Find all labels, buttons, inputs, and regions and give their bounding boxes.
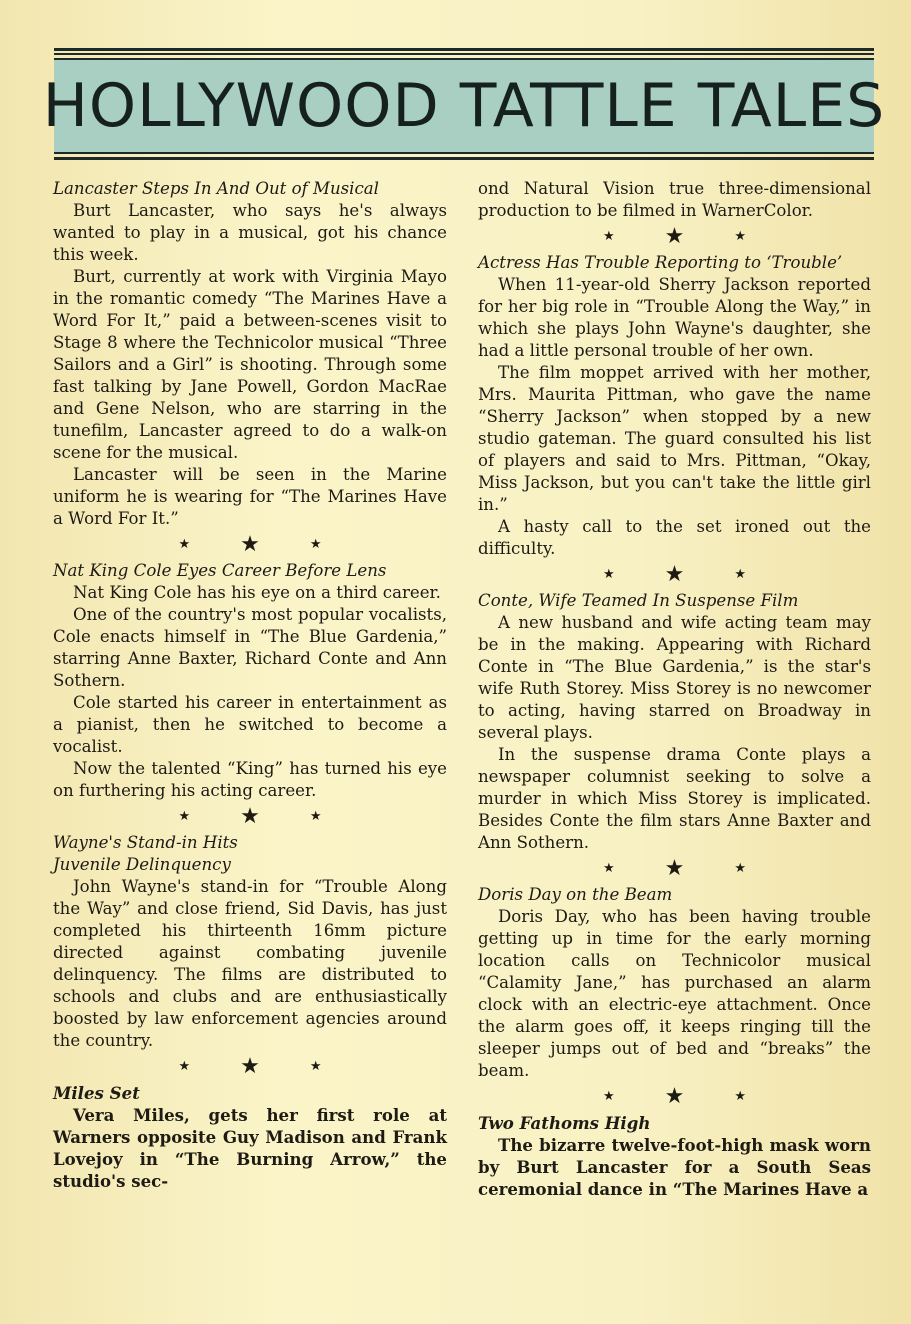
star-icon: ★ <box>602 861 615 876</box>
star-icon: ★ <box>602 567 615 582</box>
top-rule <box>54 48 874 51</box>
star-icon: ★ <box>734 567 747 582</box>
article-paragraph: Vera Miles, gets her first role at Warners opposite Guy Madison and Frank Lovejoy in “The Burning Arrow,” the studio's sec- <box>53 1105 447 1191</box>
star-icon: ★ <box>602 1089 615 1104</box>
star-divider <box>478 1082 871 1112</box>
article-headline: Two Fathoms High <box>478 1113 651 1133</box>
star-divider <box>478 222 871 252</box>
star-divider <box>53 530 447 560</box>
continued-paragraph: ond Natural Vision true three-dimensional production to be filmed in WarnerColor. <box>478 179 871 220</box>
article-headline: Nat King Cole Eyes Career Before Lens <box>53 561 387 580</box>
star-icon: ★ <box>734 1089 747 1104</box>
article-headline: Actress Has Trouble Reporting to ‘Trouble’ <box>478 253 843 272</box>
star-divider <box>53 1052 447 1082</box>
article-paragraph: A new husband and wife acting team may be in the making. Appearing with Richard Conte in “The Blue Gardenia,” is the star's wife Ruth Storey. Miss Storey is no newcomer to acting, having starred on Broadway in several plays. <box>478 613 871 742</box>
article-nat-king-cole <box>53 560 447 802</box>
article-headline: Conte, Wife Teamed In Suspense Film <box>478 591 799 610</box>
article-doris-day <box>478 884 871 1082</box>
star-divider <box>478 560 871 590</box>
star-divider <box>478 854 871 884</box>
star-icon: ★ <box>309 809 322 824</box>
star-icon: ★ <box>240 532 260 557</box>
article-paragraph: Doris Day, who has been having trouble getting up in time for the early morning location calls on Technicolor musical “Calamity Jane,” has purchased an alarm clock with an electric-eye attachment. Once the alarm goes off, it keeps ringing till the sleeper jumps out of bed and “breaks” the beam. <box>478 907 871 1080</box>
article-paragraph: John Wayne's stand-in for “Trouble Along the Way” and close friend, Sid Davis, has just completed his thirteenth 16mm picture directed against combating juvenile delinquency. The films are distributed to schools and clubs and are enthusiastically boosted by law enforcement agencies around the country. <box>53 877 447 1050</box>
article-paragraph: One of the country's most popular vocalists, Cole enacts himself in “The Blue Gardenia,” starring Anne Baxter, Richard Conte and Ann Sothern. <box>53 605 447 690</box>
article-headline: Lancaster Steps In And Out of Musical <box>53 179 379 198</box>
title-box <box>42 58 886 154</box>
article-paragraph: Nat King Cole has his eye on a third career. <box>73 583 441 602</box>
article-paragraph: Burt, currently at work with Virginia Mayo in the romantic comedy “The Marines Have a Word For It,” paid a between-scenes visit to Stage 8 where the Technicolor musical “Three Sailors and a Girl” is shooting. Through some fast talking by Jane Powell, Gordon MacRae and Gene Nelson, who are starring in the tunefilm, Lancaster agreed to do a walk-on scene for the musical. <box>53 267 447 462</box>
star-icon: ★ <box>664 856 685 881</box>
article-two-fathoms <box>478 1112 871 1200</box>
star-icon: ★ <box>178 809 191 824</box>
article-paragraph: Lancaster will be seen in the Marine uniform he is wearing for “The Marines Have a Word For It.” <box>53 465 447 528</box>
article-conte-wife <box>478 590 871 854</box>
star-icon: ★ <box>309 1059 322 1074</box>
article-headline: Miles Set <box>53 1083 140 1103</box>
article-sherry-jackson <box>478 252 871 560</box>
article-paragraph: Now the talented “King” has turned his eye on furthering his acting career. <box>53 759 447 800</box>
article-headline: Wayne's Stand-in Hits <box>53 833 238 852</box>
star-icon: ★ <box>664 562 685 587</box>
star-icon: ★ <box>240 1054 260 1079</box>
bottom-rule <box>54 157 874 160</box>
article-paragraph: The film moppet arrived with her mother, Mrs. Maurita Pittman, who gave the name “Sherry Jackson” when stopped by a new studio gateman. The guard consulted his list of players and said to Mrs. Pittman, “Okay, Miss Jackson, but you can't take the little girl in.” <box>478 363 871 514</box>
page-title: HOLLYWOOD TATTLE TALES <box>42 71 886 141</box>
star-icon: ★ <box>309 537 322 552</box>
article-lancaster <box>53 178 447 530</box>
star-icon: ★ <box>734 229 747 244</box>
star-icon: ★ <box>178 537 191 552</box>
article-paragraph: In the suspense drama Conte plays a newspaper columnist seeking to solve a murder in which Miss Storey is implicated. Besides Conte the film stars Anne Baxter and Ann Sothern. <box>478 745 871 852</box>
star-icon: ★ <box>178 1059 191 1074</box>
star-icon: ★ <box>240 804 260 829</box>
article-headline: Doris Day on the Beam <box>478 885 673 904</box>
top-rule-thin <box>54 53 874 55</box>
star-icon: ★ <box>664 1084 685 1109</box>
star-icon: ★ <box>664 224 685 249</box>
header-banner <box>42 48 886 160</box>
article-paragraph: A hasty call to the set ironed out the difficulty. <box>478 517 871 558</box>
article-paragraph: Cole started his career in entertainment as a pianist, then he switched to become a vocalist. <box>53 693 447 756</box>
article-paragraph: Burt Lancaster, who says he's always wanted to play in a musical, got his chance this week. <box>53 201 447 264</box>
article-paragraph: The bizarre twelve-foot-high mask worn by Burt Lancaster for a South Seas ceremonial dance in “The Marines Have a <box>478 1135 871 1199</box>
star-divider <box>53 802 447 832</box>
article-paragraph: When 11-year-old Sherry Jackson reported for her big role in “Trouble Along the Way,” in which she plays John Wayne's daughter, she had a little personal trouble of her own. <box>478 275 871 360</box>
article-miles-set <box>53 1082 447 1192</box>
left-column <box>53 178 447 1192</box>
article-headline: Juvenile Delinquency <box>53 855 231 874</box>
star-icon: ★ <box>602 229 615 244</box>
right-column <box>478 178 871 1200</box>
article-wayne-stand-in <box>53 832 447 1052</box>
star-icon: ★ <box>734 861 747 876</box>
